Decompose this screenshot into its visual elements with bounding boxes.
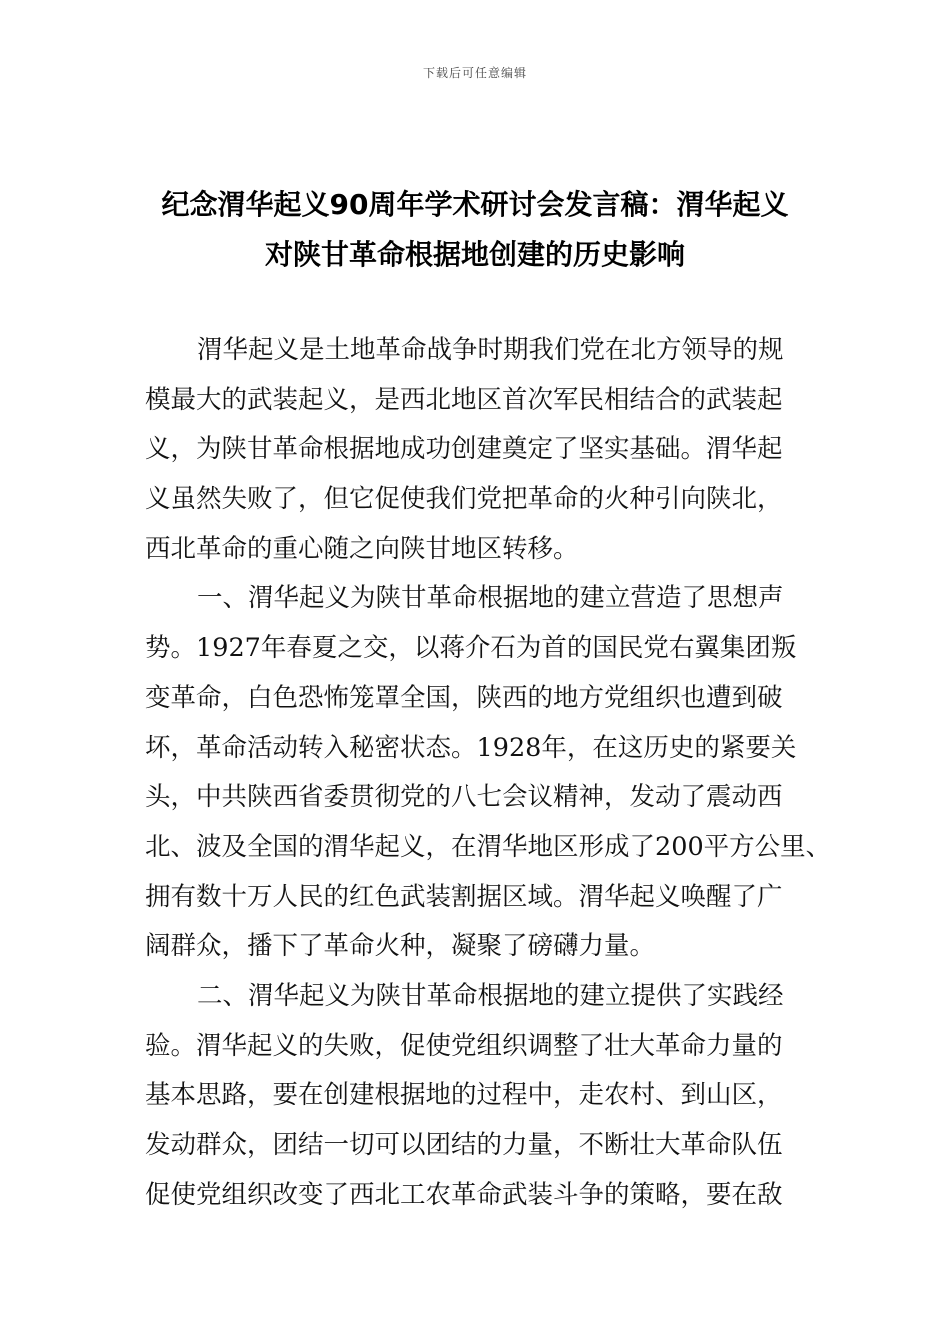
paragraph-3-line: 基本思路，要在创建根据地的过程中，走农村、到山区，: [145, 1080, 783, 1111]
paragraph-2-line: 拥有数十万人民的红色武装割据区域。渭华起义唤醒了广: [145, 881, 783, 912]
paragraph-2-line: 一、渭华起义为陕甘革命根据地的建立营造了思想声: [197, 583, 784, 614]
title-line-1: 纪念渭华起义90周年学术研讨会发言稿：渭华起义: [161, 188, 789, 221]
paragraph-2-line: 坏，革命活动转入秘密状态。1928年，在这历史的紧要关: [145, 732, 797, 763]
paragraph-3-line: 验。渭华起义的失败，促使党组织调整了壮大革命力量的: [145, 1030, 783, 1061]
paragraph-1-line: 义，为陕甘革命根据地成功创建奠定了坚实基础。渭华起: [145, 434, 783, 465]
paragraph-3-line: 促使党组织改变了西北工农革命武装斗争的策略，要在敌: [145, 1179, 783, 1210]
paragraph-2-line: 阔群众，播下了革命火种，凝聚了磅礴力量。: [145, 931, 656, 962]
paragraph-1-line: 义虽然失败了，但它促使我们党把革命的火种引向陕北，: [145, 484, 783, 515]
body-text: [145, 326, 832, 1220]
paragraph-3-line: 发动群众，团结一切可以团结的力量，不断壮大革命队伍: [145, 1130, 783, 1160]
paragraph-2-line: 头，中共陕西省委贯彻党的八七会议精神，发动了震动西: [145, 782, 783, 813]
paragraph-1-line: 西北革命的重心随之向陕甘地区转移。: [145, 533, 579, 564]
paragraph-2-line: 势。1927年春夏之交，以蒋介石为首的国民党右翼集团叛: [145, 633, 797, 664]
paragraph-3-line: 二、渭华起义为陕甘革命根据地的建立提供了实践经: [197, 980, 784, 1011]
paragraph-1-line: 模最大的武装起义，是西北地区首次军民相结合的武装起: [145, 384, 783, 415]
title-line-2: 对陕甘革命根据地创建的历史影响: [264, 238, 685, 271]
header-note: 下载后可任意编辑: [422, 66, 527, 80]
paragraph-1-line: 渭华起义是土地革命战争时期我们党在北方领导的规: [197, 335, 784, 365]
document-title: [100, 180, 850, 280]
paragraph-2-line: 变革命，白色恐怖笼罩全国，陕西的地方党组织也遭到破: [145, 682, 783, 713]
paragraph-2-line: 北、波及全国的渭华起义，在渭华地区形成了200平方公里、: [145, 831, 832, 862]
